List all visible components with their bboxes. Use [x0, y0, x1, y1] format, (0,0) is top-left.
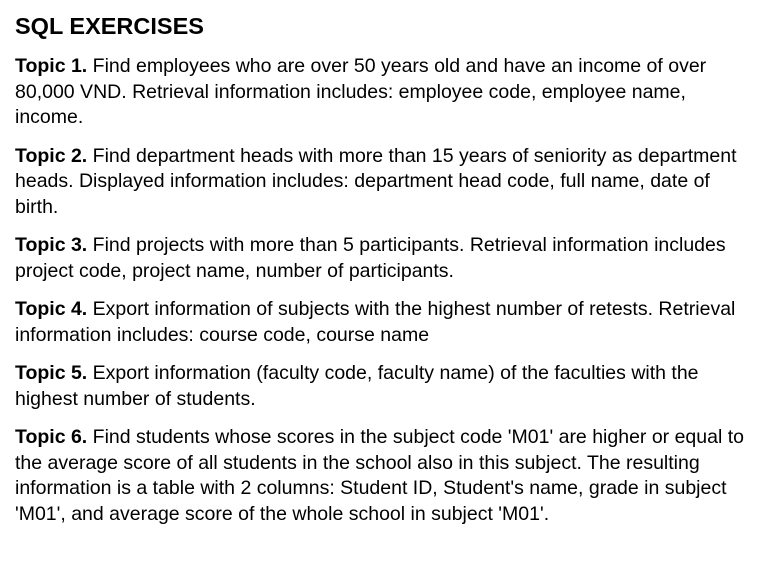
- topic-4: [15, 297, 748, 348]
- topic-2: [15, 144, 748, 221]
- topic-3-text: Find projects with more than 5 participants. Retrieval information includes project code, project name, number of participants.: [15, 234, 726, 282]
- topic-2-label: Topic 2.: [15, 144, 88, 167]
- topic-1-text: Find employees who are over 50 years old and have an income of over 80,000 VND. Retrieval information includes: employee code, employee name, income.: [15, 55, 707, 128]
- page-title: SQL EXERCISES: [15, 13, 204, 39]
- topic-3: [15, 233, 748, 284]
- topic-2-text: Find department heads with more than 15 years of seniority as department heads. Displayed information includes: department head code, full name, date of birth.: [15, 144, 737, 218]
- topic-6: [15, 425, 748, 527]
- topic-1: [15, 54, 748, 131]
- topic-5-text: Export information (faculty code, faculty name) of the faculties with the highest number of students.: [15, 362, 699, 410]
- topic-5: [15, 361, 748, 412]
- topic-4-label: Topic 4.: [15, 298, 88, 320]
- topic-3-label: Topic 3.: [15, 234, 88, 256]
- topic-5-label: Topic 5.: [15, 362, 88, 384]
- topic-1-label: Topic 1.: [15, 55, 88, 77]
- topic-6-label: Topic 6.: [15, 426, 88, 448]
- topic-6-text: Find students whose scores in the subject code 'M01' are higher or equal to the average score of all students in the school also in this subject. The resulting information is a table with 2 columns: Student ID, Student's name, grade in subject 'M01', and average score of the whole school in subject 'M01'.: [15, 426, 744, 525]
- topic-4-text: Export information of subjects with the highest number of retests. Retrieval information includes: course code, course name: [15, 298, 736, 346]
